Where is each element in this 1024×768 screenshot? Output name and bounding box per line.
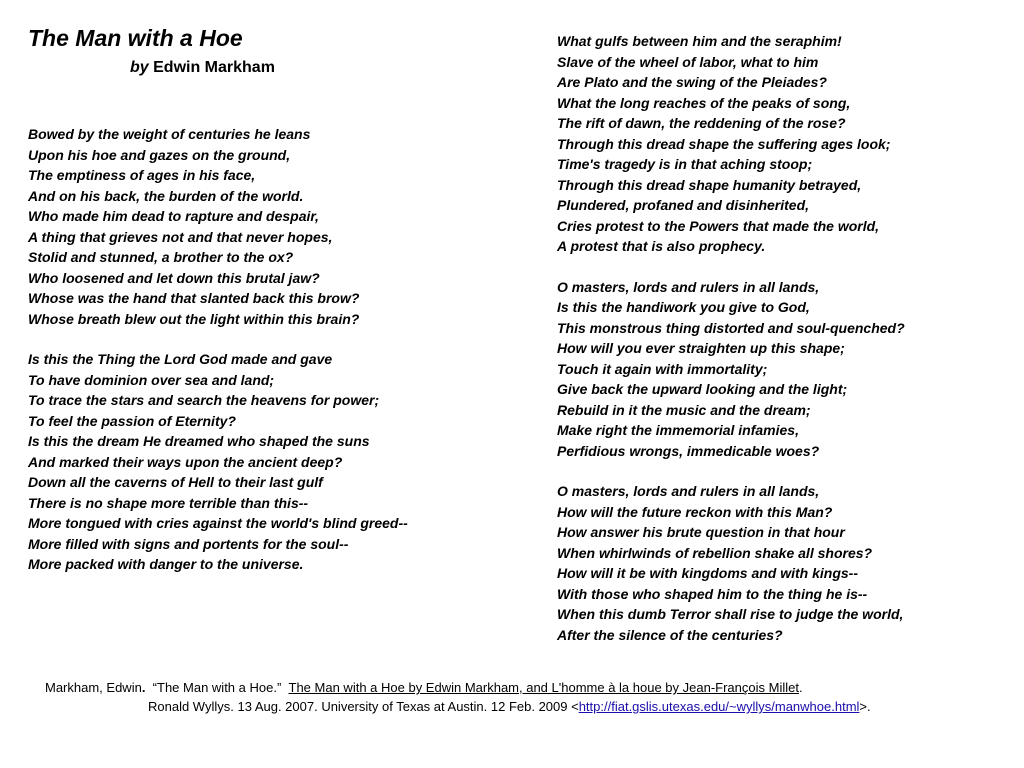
- poem-line: Perfidious wrongs, immedicable woes?: [557, 442, 820, 459]
- byline: [130, 59, 275, 77]
- poem-title: The Man with a Hoe: [28, 25, 243, 51]
- poem-line: How will it be with kingdoms and with kings--: [557, 565, 858, 581]
- poem-line: Down all the caverns of Hell to their last gulf: [28, 474, 323, 490]
- stanza: [557, 481, 905, 645]
- poem-column-right: [557, 31, 905, 645]
- stanza: [28, 349, 408, 575]
- poem-line: There is no shape more terrible than this--: [28, 494, 309, 511]
- poem-column-left: [28, 124, 408, 575]
- poem-line: Through this dread shape the suffering ages look;: [557, 135, 891, 152]
- poem-line: Make right the immemorial infamies,: [557, 422, 799, 438]
- poem-line: Who made him dead to rapture and despair,: [28, 208, 319, 224]
- poem-line: Whose was the hand that slanted back this brow?: [28, 290, 360, 306]
- poem-line: The rift of dawn, the reddening of the rose?: [557, 115, 846, 131]
- poem-line: After the silence of the centuries?: [557, 626, 783, 643]
- poem-line: Through this dread shape humanity betrayed,: [557, 176, 862, 193]
- poem-line: Plundered, profaned and disinherited,: [557, 197, 810, 213]
- poem-line: To have dominion over sea and land;: [28, 371, 275, 388]
- poem-line: Touch it again with immortality;: [557, 360, 768, 377]
- citation-poem-title: “The Man with a Hoe.”: [152, 680, 282, 695]
- poem-line: The emptiness of ages in his face,: [28, 167, 256, 183]
- poem-line: What the long reaches of the peaks of song,: [557, 94, 851, 111]
- poem-line: More filled with signs and portents for the soul--: [28, 535, 349, 552]
- poem-line: O masters, lords and rulers in all lands,: [557, 278, 820, 295]
- poem-line: How will the future reckon with this Man?: [557, 503, 833, 520]
- poem-line: To trace the stars and search the heavens for power;: [28, 392, 380, 408]
- poem-line: Cries protest to the Powers that made the world,: [557, 217, 880, 234]
- stanza: [557, 277, 905, 462]
- poem-line: Stolid and stunned, a brother to the ox?: [28, 249, 294, 265]
- citation-line-1: [45, 680, 803, 695]
- poem-line: When whirlwinds of rebellion shake all shores?: [557, 544, 873, 561]
- poem-line: O masters, lords and rulers in all lands,: [557, 483, 820, 499]
- poem-line: How answer his brute question in that hour: [557, 524, 845, 540]
- citation-line-2: [148, 699, 871, 714]
- citation-line-end: >.: [859, 699, 871, 714]
- poem-line: To feel the passion of Eternity?: [28, 412, 236, 429]
- poem-line: A protest that is also prophecy.: [557, 238, 766, 254]
- poem-line: More packed with danger to the universe.: [28, 556, 304, 572]
- poem-line: With those who shaped him to the thing he is--: [557, 585, 868, 602]
- citation-author-punct: .: [141, 680, 146, 695]
- poem-line: Bowed by the weight of centuries he leans: [28, 126, 311, 142]
- poem-line: Rebuild in it the music and the dream;: [557, 401, 811, 418]
- byline-prefix: by: [130, 59, 149, 76]
- author-name: Edwin Markham: [153, 59, 275, 76]
- poem-line: What gulfs between him and the seraphim!: [557, 33, 842, 49]
- citation-author: Markham, Edwin: [45, 680, 142, 695]
- citation-publisher-info: Ronald Wyllys. 13 Aug. 2007. University of Texas at Austin. 12 Feb. 2009 <: [148, 699, 579, 714]
- poem-line: Is this the handiwork you give to God,: [557, 299, 810, 315]
- poem-line: When this dumb Terror shall rise to judge the world,: [557, 606, 904, 622]
- poem-line: Slave of the wheel of labor, what to him: [557, 53, 819, 70]
- poem-line: How will you ever straighten up this shape;: [557, 340, 845, 356]
- poem-line: A thing that grieves not and that never hopes,: [28, 228, 333, 245]
- poem-line: And on his back, the burden of the world.: [28, 187, 304, 204]
- citation-url-link[interactable]: http://fiat.gslis.utexas.edu/~wyllys/manwhoe.html: [578, 699, 860, 714]
- stanza: [28, 124, 408, 329]
- poem-line: Are Plato and the swing of the Pleiades?: [557, 74, 827, 90]
- poem-line: Upon his hoe and gazes on the ground,: [28, 146, 291, 163]
- poem-line: Is this the Thing the Lord God made and gave: [28, 351, 333, 367]
- poem-line: This monstrous thing distorted and soul-quenched?: [557, 319, 905, 336]
- citation-source-title: The Man with a Hoe by Edwin Markham, and L'homme à la houe by Jean-François Millet: [288, 680, 799, 695]
- citation-source-punct: .: [798, 680, 803, 695]
- poem-line: Is this the dream He dreamed who shaped the suns: [28, 433, 370, 449]
- poem-line: Time's tragedy is in that aching stoop;: [557, 156, 813, 172]
- poem-line: Give back the upward looking and the light;: [557, 381, 848, 397]
- poem-line: More tongued with cries against the world's blind greed--: [28, 515, 408, 531]
- stanza: [557, 31, 905, 257]
- poem-line: Whose breath blew out the light within this brain?: [28, 310, 360, 327]
- poem-line: And marked their ways upon the ancient deep?: [28, 453, 343, 470]
- poem-line: Who loosened and let down this brutal jaw?: [28, 269, 320, 286]
